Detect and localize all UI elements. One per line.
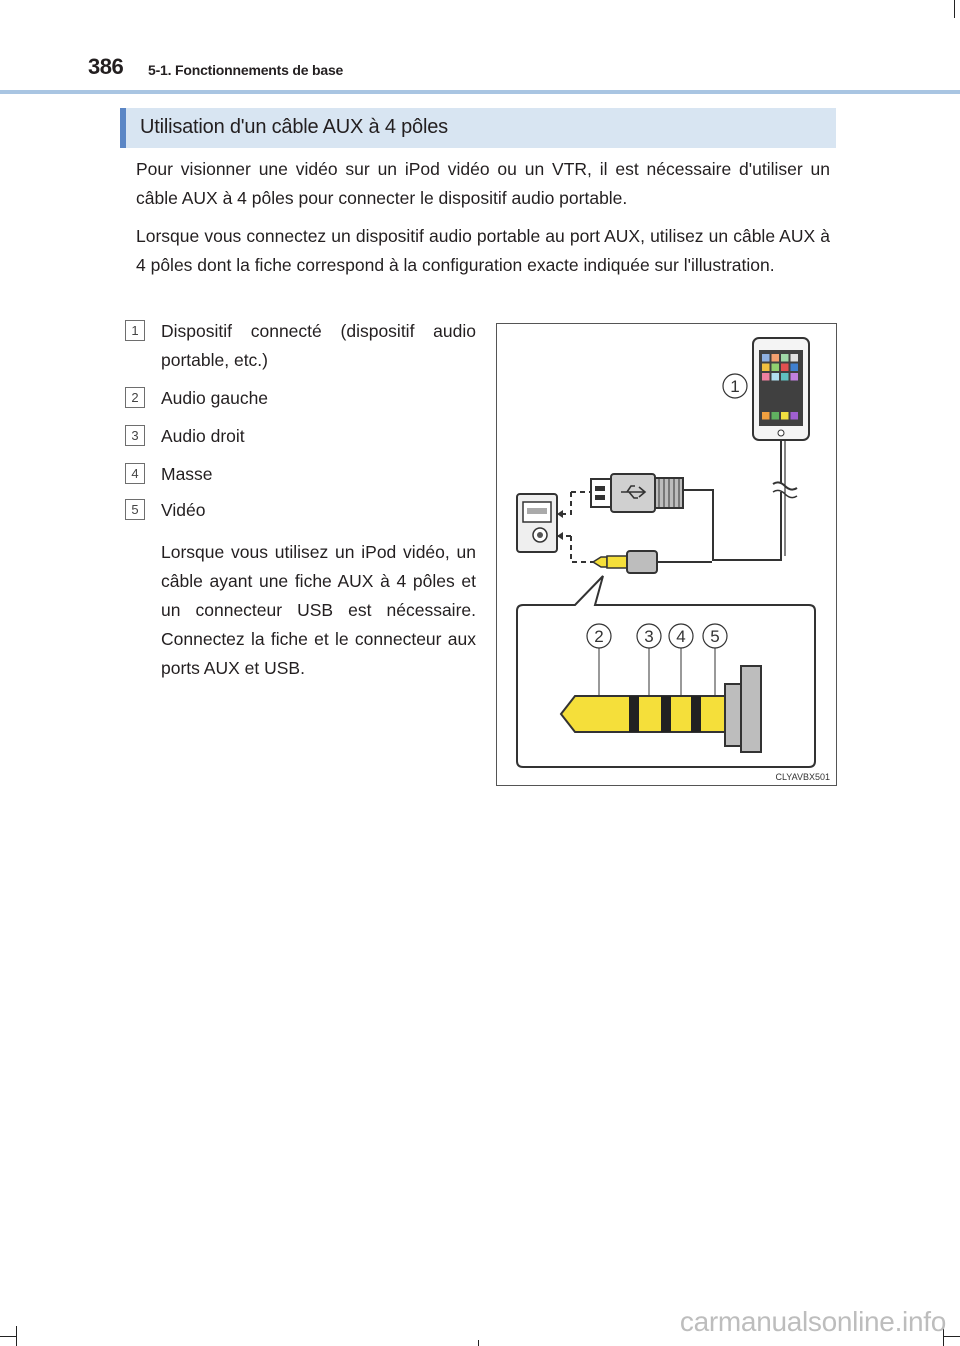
instruction-paragraph: Lorsque vous connectez un dispositif audio portable au port AUX, utilisez un câble AUX à 4 pôles dont la fiche correspond à la configuration exacte indiquée sur l'illustration. — [136, 226, 830, 275]
video-note: Lorsque vous utilisez un iPod vidéo, un câble ayant une fiche AUX à 4 pôles et un connecteur USB est nécessaire. Connectez la fiche et le connecteur aux ports AUX et USB. — [161, 542, 476, 678]
callout-number: 2 — [594, 627, 604, 646]
app-icon — [762, 354, 770, 362]
legend-number: 5 — [125, 499, 145, 520]
crop-mark — [954, 0, 955, 18]
dock-icon — [781, 412, 789, 420]
legend-number: 4 — [125, 463, 145, 484]
legend-number: 3 — [125, 425, 145, 446]
app-icon — [772, 364, 780, 372]
app-icon — [781, 354, 789, 362]
app-icon — [762, 373, 770, 381]
legend-text: Masse — [161, 464, 213, 484]
callout-number: 1 — [730, 377, 740, 396]
crop-mark — [478, 1340, 479, 1346]
running-header: 5-1. Fonctionnements de base — [148, 62, 344, 78]
legend-text: Vidéo — [161, 500, 206, 520]
app-icon — [781, 373, 789, 381]
legend-text: Audio droit — [161, 426, 245, 446]
app-icon — [772, 354, 780, 362]
app-icon — [791, 373, 799, 381]
crop-mark — [944, 1336, 960, 1337]
smartphone-icon — [753, 338, 809, 440]
page-number: 386 — [88, 54, 124, 79]
section-title: Utilisation d'un câble AUX à 4 pôles — [140, 116, 448, 138]
dock-icon — [791, 412, 799, 420]
callout-number: 4 — [676, 627, 686, 646]
app-icon — [762, 364, 770, 372]
app-icon — [791, 354, 799, 362]
header-rule — [0, 90, 960, 94]
aux-cable-illustration — [496, 323, 837, 786]
callout-number: 5 — [710, 627, 720, 646]
crop-mark — [0, 1336, 16, 1337]
app-icon — [791, 364, 799, 372]
legend-number: 1 — [125, 320, 145, 341]
figure-code: CLYAVBX501 — [775, 772, 830, 782]
dock-icon — [772, 412, 780, 420]
intro-paragraph: Pour visionner une vidéo sur un iPod vidéo ou un VTR, il est nécessaire d'utiliser un câble AUX à 4 pôles pour connecter le dispositif audio portable. — [136, 159, 830, 208]
app-icon — [772, 373, 780, 381]
aux-mini-plug — [593, 551, 712, 573]
usb-plug — [591, 474, 713, 560]
legend-number: 2 — [125, 387, 145, 408]
legend-text: Dispositif connecté (dispositif audio portable, etc.) — [161, 321, 476, 370]
app-icon — [781, 364, 789, 372]
callout-number: 3 — [644, 627, 654, 646]
legend-text: Audio gauche — [161, 388, 269, 408]
dock-icon — [762, 412, 770, 420]
port-panel — [517, 494, 557, 552]
watermark: carmanualsonline.info — [679, 1306, 946, 1337]
section-heading-bar — [120, 108, 836, 148]
illustration-svg — [497, 324, 836, 785]
crop-mark — [16, 1326, 17, 1346]
